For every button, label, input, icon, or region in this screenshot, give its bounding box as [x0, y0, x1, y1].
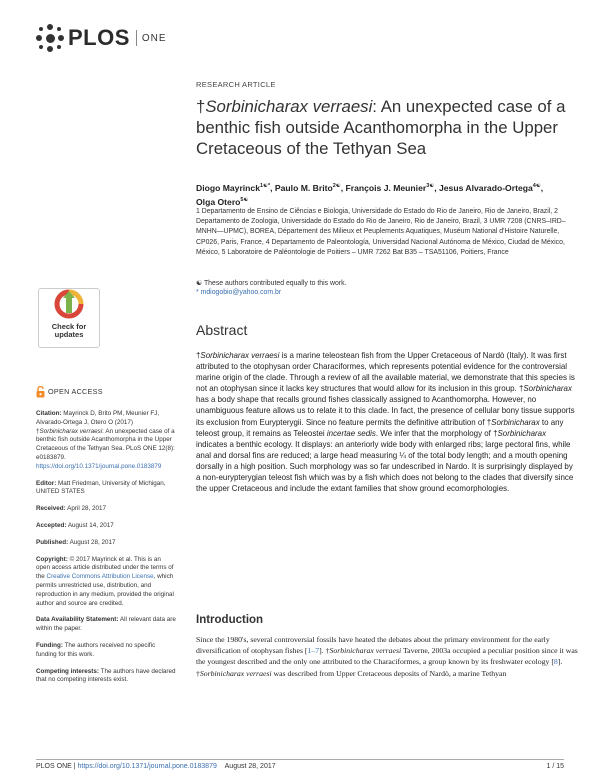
- author[interactable]: François J. Meunier$^{3☯}$,: [345, 182, 439, 193]
- abstract-heading: Abstract: [196, 322, 248, 338]
- footer-doi-link[interactable]: https://doi.org/10.1371/journal.pone.0183879: [77, 763, 217, 770]
- plos-dots-icon: [36, 24, 64, 52]
- introduction-heading: Introduction: [196, 614, 264, 626]
- accepted-date: Accepted: August 14, 2017: [36, 521, 114, 529]
- introduction-text: Since the 1980's, several controversial fossils have heated the debates about the primary environment for the early diversification of otophysan fishes [1–7]. †Sorbinicharax verraesi Taverne, 2003a occupied a peculiar position since it was the youngest described and the only one attributed to the Characiformes, a group known by its freshwater ecology [8]. †Sorbinicharax verraesi was described from Upper Cretaceous deposits of Nardò, a marine Tethyan: [196, 635, 578, 678]
- published-date: Published: August 28, 2017: [36, 538, 116, 546]
- footer-journal: PLOS ONE: [36, 763, 72, 770]
- brand-name: PLOS: [68, 25, 130, 50]
- author[interactable]: Diogo Mayrinck$^{1☯*}$,: [196, 182, 275, 193]
- page-footer: PLOS ONE | https://doi.org/10.1371/journal.pone.0183879 August 28, 2017: [36, 763, 276, 770]
- author[interactable]: Paulo M. Brito$^{2☯}$,: [274, 182, 346, 193]
- article-title: [196, 96, 576, 159]
- funding: Funding: The authors received no specific funding for this work.: [36, 641, 156, 658]
- affiliations: 1 Departamento de Ensino de Ciências e Biologia, Universidade do Estado do Rio de Janeiro, Rio de Janeiro, Brazil, 2 Departamento de Zoologia, Universidade do Estado do Rio de Janeiro, Rio de Janeiro, Brazil, 3 UMR 7208 (CNRS–IRD–MNHN—UPMC), BOREA, Département des Milieux et Peuplements Aquatiques, Muséum National d'Histoire Naturelle, CP026, Paris, France, 4 Departamento de Paleontología, Universidad Nacional Autónoma de México, Ciudad de México, México, 5 Laboratoire de Paléontologie de Poitiers – UMR 7262 Bat B35 – TSA51106, Poitiers, France: [196, 208, 566, 256]
- citation: Citation: Mayrinck D, Brito PM, Meunier FJ, Alvarado-Ortega J, Otero O (2017) †Sorbinicharax verraesi: An unexpected case of a benthic fish outside Acanthomorpha in the Upper Cretaceous of the Tethyan Sea. PLoS ONE 12(8): e0183879. https://doi.org/10.1371/journal.pone.0183879: [36, 410, 175, 470]
- article-type: RESEARCH ARTICLE: [196, 80, 276, 89]
- footer-date: August 28, 2017: [224, 763, 276, 770]
- license-link[interactable]: Creative Commons Attribution License: [46, 573, 154, 581]
- title-rest: : An unexpected case of a benthic fish outside Acanthomorpha in the Upper Cretaceous of the Tethyan Sea: [196, 97, 566, 158]
- article-sidebar: [36, 386, 176, 693]
- open-access[interactable]: [36, 386, 176, 398]
- logo-divider: [136, 30, 137, 46]
- competing-interests: Competing interests: The authors have declared that no competing interests exist.: [36, 667, 176, 684]
- author[interactable]: Jesus Alvarado-Ortega$^{4☯}$,: [438, 182, 544, 193]
- badge-label: Check for updates: [51, 322, 87, 339]
- corresponding-email[interactable]: * mdiogobio@yahoo.com.br: [196, 289, 282, 296]
- data-availability: Data Availability Statement: All relevant data are within the paper.: [36, 616, 176, 633]
- editor: Editor: Matt Friedman, University of Michigan, UNITED STATES: [36, 479, 166, 496]
- check-for-updates-badge[interactable]: [38, 288, 100, 348]
- author[interactable]: Olga Otero$^{5☯}$: [196, 196, 249, 207]
- title-species: Sorbinicharax verraesi: [205, 97, 373, 116]
- page-number: 1 / 15: [546, 763, 564, 770]
- reference-link[interactable]: 8: [553, 657, 558, 667]
- received-date: Received: April 28, 2017: [36, 505, 107, 513]
- open-access-label: OPEN ACCESS: [48, 386, 103, 396]
- copyright: Copyright: © 2017 Mayrinck et al. This is an open access article distributed under the terms of the Creative Commons Attribution License, which permits unrestricted use, distribution, and reproduction in any medium, provided the original author and source are credited.: [36, 555, 174, 607]
- contribution-note: ☯ These authors contributed equally to this work.: [196, 280, 347, 287]
- journal-name: ONE: [141, 32, 167, 44]
- plos-logo[interactable]: [36, 20, 167, 56]
- reference-link[interactable]: 1–7: [307, 646, 320, 656]
- footer-divider: [36, 759, 564, 760]
- author-list: [196, 180, 586, 208]
- check-updates-icon: [54, 289, 84, 321]
- abstract-text: †Sorbinicharax verraesi is a marine teleostean fish from the Upper Cretaceous of Nardò (Italy). It was first attributed to the otophysan order Characiformes, which represents potential evidence for the controversial marine origin of the clade. Through a review of all the available material, we demonstrate that this species is not an otophysan since it lacks key structures that would allow for its inclusion in this group. †Sorbinicharax has a body shape that recalls ground fishes classically assigned to Acanthomorpha. However, no unambiguous feature allows us to relate it to this clade. In fact, the presence of cellular bony tissue supports its exclusion from Eurypterygii. Since no feature permits the definitive attribution of †Sorbinicharax to any teleost group, it remains as Teleostei incertae sedis. We infer that the morphology of †Sorbinicharax indicates a benthic ecology. It displays: an anteriorly wide body with enlarged ribs; large pectoral fins, while anal and dorsal fins are reduced; a large head measuring ¼ of the total body length; and a mouth opening dorsally in a high position. Such morphology was so far undescribed in Nardo. It is surprisingly displayed by a non-eurypterygian teleost fish which was by a fish which does not belong to the clades that diversify since the upper Cretaceous and include the extant families that show ground ecomorphologies.: [196, 351, 575, 494]
- open-lock-icon: [36, 386, 45, 398]
- title-dagger: †: [196, 97, 206, 116]
- citation-doi-link[interactable]: https://doi.org/10.1371/journal.pone.0183879: [36, 462, 162, 470]
